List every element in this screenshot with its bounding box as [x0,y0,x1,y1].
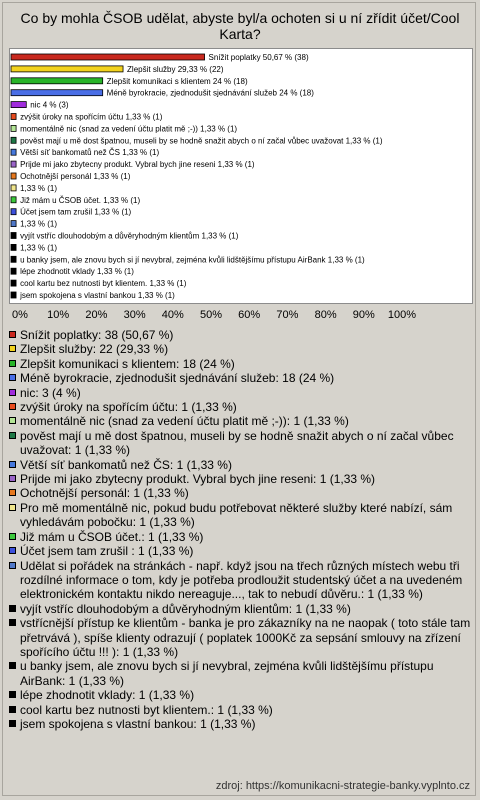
x-tick-label-2: 20% [85,309,108,321]
plot-area [9,48,473,304]
legend [9,328,471,731]
bar-11 [11,185,16,191]
bar-14 [11,221,16,227]
legend-item-10 [9,486,471,500]
legend-item-8 [9,458,471,472]
legend-swatch-15 [9,605,16,612]
bar-label-11: 1,33 % (1) [20,183,57,193]
x-axis-ticks [0,309,480,323]
legend-item-15 [9,602,471,616]
legend-swatch-0 [9,331,16,338]
legend-item-19 [9,703,471,717]
legend-swatch-6 [9,417,16,424]
bar-label-16: 1,33 % (1) [20,243,57,253]
legend-swatch-17 [9,662,16,669]
bar-7 [11,137,16,143]
legend-label-16: vstřícnější přístup ke klientům - banka je pro zákazníky na ne naopak ( toto stále tam přetrvává ), spíše klienty odrazují ( poplatek 1000Kč za sepsání smlouvy na zřízení spořícího účtu !!! ): 1 (1,33 %) [20,616,471,659]
legend-label-7: pověst mají u mě dost špatnou, museli by se hodně snažit abych o ní začal vůbec uvažovat: 1 (1,33 %) [20,428,454,458]
legend-label-17: u banky jsem, ale znovu bych si jí nevybral, zejména kvůli lidštějšímu přístupu AirBank: 1 (1,33 %) [20,659,434,688]
bar-16 [11,244,16,250]
bar-20 [11,292,16,298]
legend-item-5 [9,400,471,414]
legend-label-19: cool kartu bez nutnosti byt klientem.: 1 (1,33 %) [20,702,273,717]
bar-label-3: Méně byrokracie, zjednodušit sjednávání služeb 24 % (18) [106,88,314,98]
legend-label-2: Zlepšit komunikaci s klientem: 18 (24 %) [20,356,235,371]
x-tick-label-0: 0% [12,309,28,321]
legend-swatch-5 [9,403,16,410]
x-tick-label-7: 70% [276,309,299,321]
legend-label-18: lépe zhodnotit vklady: 1 (1,33 %) [20,688,195,703]
bar-label-5: zvýšit úroky na spořícím účtu 1,33 % (1) [20,112,163,122]
legend-item-9 [9,472,471,486]
bar-label-12: Již mám u ČSOB účet. 1,33 % (1) [20,195,141,205]
legend-item-12 [9,530,471,544]
legend-swatch-7 [9,432,16,439]
bar-18 [11,268,16,274]
bar-8 [11,149,16,155]
bar-label-19: cool kartu bez nutnosti byt klientem. 1,33 % (1) [20,279,187,289]
legend-label-12: Již mám u ČSOB účet.: 1 (1,33 %) [20,529,204,544]
bar-2 [11,78,103,84]
bar-12 [11,197,16,203]
legend-swatch-16 [9,619,16,626]
legend-label-10: Ochotnější personál: 1 (1,33 %) [20,486,189,501]
bar-1 [11,66,123,72]
bar-label-2: Zlepšit komunikaci s klientem 24 % (18) [106,76,248,86]
bar-label-8: Větší síť bankomatů než ČS 1,33 % (1) [20,148,160,158]
bar-label-7: pověst mají u mě dost špatnou, museli by se hodně snažit abych o ní začal vůbec uvažovat 1,33 % (1) [20,136,383,146]
bar-10 [11,173,16,179]
bar-label-4: nic 4 % (3) [30,100,69,110]
bar-label-14: 1,33 % (1) [20,219,57,229]
source-label: zdroj: https://komunikacni-strategie-banky.vyplnto.cz [215,780,470,792]
x-tick-label-5: 50% [199,309,223,321]
x-tick-label-8: 80% [314,309,337,321]
legend-item-14 [9,559,471,602]
legend-label-15: vyjít vstříc dlouhodobým a důvěryhodným klientům: 1 (1,33 %) [20,601,351,616]
bar-label-20: jsem spokojena s vlastní bankou 1,33 % (1) [20,291,175,300]
legend-swatch-11 [9,504,16,511]
legend-label-13: Účet jsem tam zrušil : 1 (1,33 %) [20,544,194,559]
bar-label-18: lépe zhodnotit vklady 1,33 % (1) [20,267,134,277]
bar-13 [11,209,16,215]
bar-3 [11,90,103,96]
bar-19 [11,280,16,286]
bar-label-15: vyjít vstříc dlouhodobým a důvěryhodným klientům 1,33 % (1) [20,231,239,241]
bar-label-10: Ochotnější personál 1,33 % (1) [20,172,131,181]
bar-5 [11,114,16,120]
legend-label-8: Větší síť bankomatů než ČS: 1 (1,33 %) [20,457,232,472]
bar-label-1: Zlepšit služby 29,33 % (22) [127,64,224,74]
bar-chart [10,49,472,303]
legend-swatch-1 [9,345,16,352]
legend-label-4: nic: 3 (4 %) [20,385,81,400]
legend-item-20 [9,717,471,731]
x-tick-label-3: 30% [123,309,146,321]
legend-swatch-10 [9,489,16,496]
legend-swatch-14 [9,562,16,569]
legend-item-0 [9,328,471,342]
legend-swatch-20 [9,720,16,727]
legend-label-11: Pro mě momentálně nic, pokud budu potřebovat některé služby které nabízí, sám vyhledávám pobočku: 1 (1,33 %) [20,500,453,530]
bar-0 [11,54,205,60]
legend-swatch-8 [9,461,16,468]
legend-item-2 [9,357,471,371]
bar-label-6: momentálně nic (snad za vedení účtu platit mě ;-)) 1,33 % (1) [20,124,238,134]
legend-swatch-13 [9,547,16,554]
bar-label-17: u banky jsem, ale znovu bych si jí nevybral, zejména kvůli lidštějšímu přístupu AirBank 1,33 % (1) [20,255,365,265]
legend-item-11 [9,501,471,530]
legend-item-18 [9,688,471,702]
bar-label-9: Prijde mi jako zbytecny produkt. Vybral bych jine reseni 1,33 % (1) [20,160,255,170]
legend-swatch-9 [9,475,16,482]
x-tick-label-4: 40% [161,309,184,321]
legend-swatch-4 [9,389,16,396]
legend-item-4 [9,386,471,400]
x-tick-label-6: 60% [238,309,261,321]
legend-label-5: zvýšit úroky na spořícím účtu: 1 (1,33 %) [20,400,237,415]
bar-6 [11,125,16,131]
chart-title: Co by mohla ČSOB udělat, abyste byl/a ochoten si u ní zřídit účet/Cool Karta? [20,10,460,42]
legend-label-6: momentálně nic (snad za vedení účtu platit mě ;-)): 1 (1,33 %) [20,414,349,429]
bar-label-13: Účet jsem tam zrušil 1,33 % (1) [20,207,132,217]
bar-4 [11,102,26,108]
legend-swatch-18 [9,691,16,698]
legend-label-3: Méně byrokracie, zjednodušit sjednávání služeb: 18 (24 %) [20,371,335,386]
x-tick-label-9: 90% [352,309,375,321]
bar-15 [11,233,16,239]
legend-label-9: Prijde mi jako zbytecny produkt. Vybral bych jine reseni: 1 (1,33 %) [20,472,376,487]
legend-label-14: Udělat si pořádek na stránkách - např. když jsou na třech různých místech webu tři rozdílné informace o tom, kdy je potřeba prodloužit studentský účet a na uvedeném elektronickém kontaktu nikdo nereaguje..., tak to nebudí důvěru.: 1 (1,33 %) [20,558,463,602]
bar-label-0: Snížit poplatky 50,67 % (38) [208,53,309,62]
legend-item-3 [9,371,471,385]
legend-item-17 [9,659,471,688]
legend-label-0: Snížit poplatky: 38 (50,67 %) [20,328,174,342]
bar-17 [11,256,16,262]
legend-item-7 [9,429,471,458]
legend-item-16 [9,616,471,659]
x-tick-label-1: 10% [47,309,70,321]
legend-item-13 [9,544,471,558]
legend-swatch-2 [9,360,16,367]
legend-label-1: Zlepšit služby: 22 (29,33 %) [20,342,169,357]
legend-swatch-12 [9,533,16,540]
legend-item-6 [9,414,471,428]
x-tick-label-10: 100% [387,309,417,321]
legend-label-20: jsem spokojena s vlastní bankou: 1 (1,33 %) [20,716,256,731]
bar-9 [11,161,16,167]
legend-swatch-19 [9,706,16,713]
legend-item-1 [9,342,471,356]
legend-swatch-3 [9,374,16,381]
